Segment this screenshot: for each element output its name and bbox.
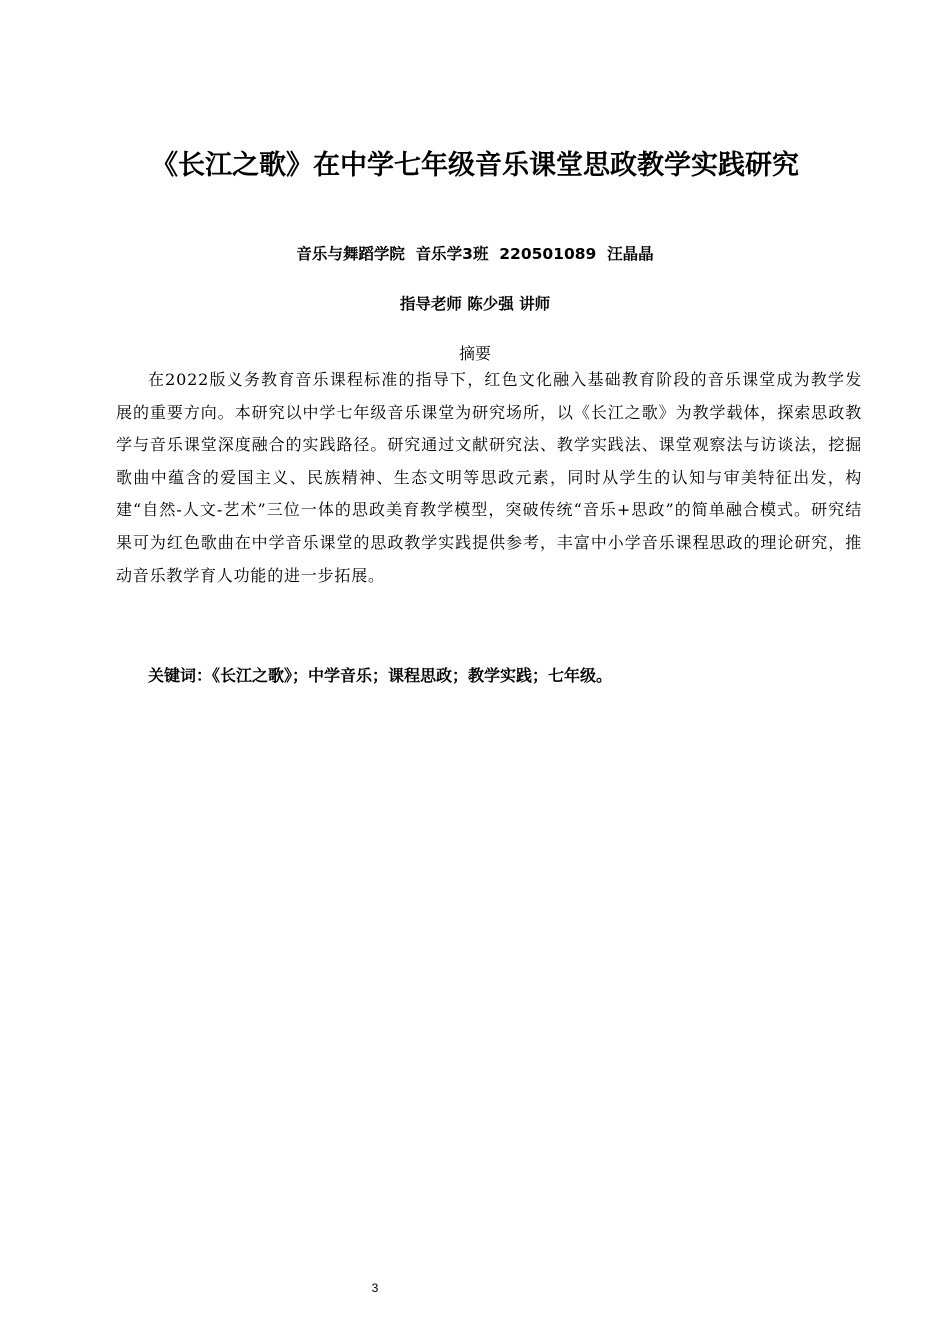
abstract-body: 在2022版义务教育音乐课程标准的指导下，红色文化融入基础教育阶段的音乐课堂成为教学发展的重要方向。本研究以中学七年级音乐课堂为研究场所，以《长江之歌》为教学载体，探索思政教学与音乐课堂深度融合的实践路径。研究通过文献研究法、教学实践法、课堂观察法与访谈法，挖掘歌曲中蕴含的爱国主义、民族精神、生态文明等思政元素，同时从学生的认知与审美特征出发，构建“自然-人文-艺术”三位一体的思政美育教学模型，突破传统“音乐+思政”的简单融合模式。研究结果可为红色歌曲在中学音乐课堂的思政教学实践提供参考，丰富中小学音乐课程思政的理论研究，推动音乐教学育人功能的进一步拓展。 bbox=[116, 370, 862, 585]
keywords-line: 关键词：《长江之歌》；中学音乐；课程思政；教学实践；七年级。 bbox=[148, 666, 613, 685]
paper-title: 《长江之歌》在中学七年级音乐课堂思政教学实践研究 bbox=[151, 150, 799, 181]
page-number: 3 bbox=[371, 1281, 379, 1295]
author-info: 音乐与舞蹈学院 音乐学3班 220501089 汪晶晶 bbox=[296, 245, 654, 263]
advisor-info: 指导老师 陈少强 讲师 bbox=[399, 295, 551, 313]
abstract-heading: 摘要 bbox=[458, 344, 491, 363]
